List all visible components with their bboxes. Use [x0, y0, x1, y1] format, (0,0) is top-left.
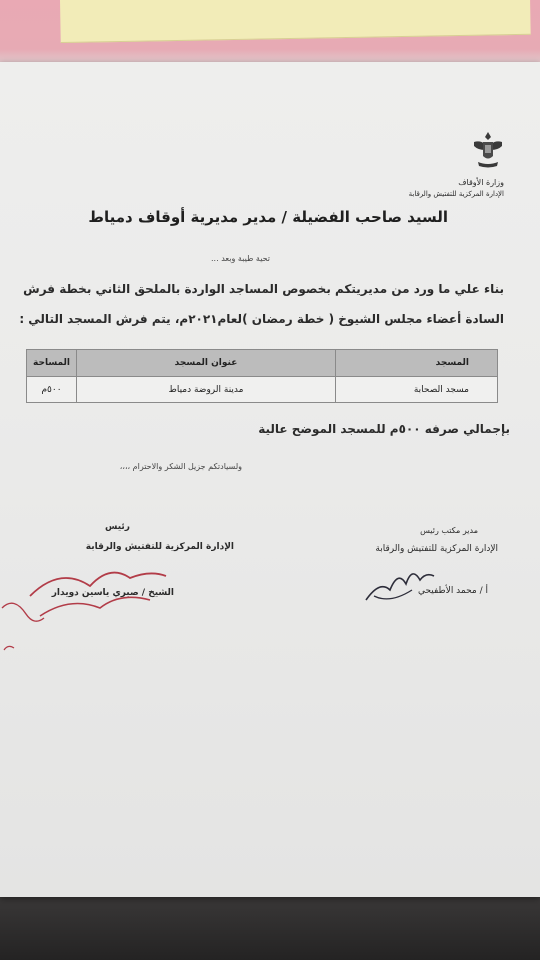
- letter-body-line-2: السادة أعضاء مجلس الشيوخ ( خطة رمضان )لعام٢٠٢١م، يتم فرش المسجد التالي :: [19, 312, 504, 326]
- letter-greeting: تحية طيبة وبعد ...: [211, 254, 270, 263]
- table-cell-address: مدينة الروضة دمياط: [77, 377, 336, 403]
- mosque-table: [26, 349, 498, 403]
- background-table-surface: [0, 895, 540, 960]
- letter-regards: ولسيادتكم جزيل الشكر والاحترام ،،،،: [119, 462, 242, 471]
- eagle-emblem-icon: [470, 128, 506, 172]
- table-header-row: [27, 350, 498, 377]
- right-signatory-name: أ / محمد الأطفيحي: [417, 586, 488, 596]
- table-row: [27, 377, 498, 403]
- ministry-name: وزارة الأوقاف: [458, 178, 504, 187]
- left-signatory-name: الشيخ / صبري ياسين دويدار: [51, 588, 174, 598]
- right-signatory-title: مدير مكتب رئيس: [420, 526, 478, 535]
- header-department: الإدارة المركزية للتفتيش والرقابة: [408, 190, 504, 198]
- letter-addressee: السيد صاحب الفضيلة / مدير مديرية أوقاف دمياط: [88, 208, 448, 226]
- letter-body-line-1: بناء علي ما ورد من مديريتكم بخصوص المساجد الواردة بالملحق الثاني بخطة فرش: [23, 282, 504, 296]
- left-signatory-department: الإدارة المركزية للتفتيش والرقابة: [85, 542, 234, 552]
- table-header-address: عنوان المسجد: [77, 350, 336, 377]
- table-header-mosque: المسجد: [336, 350, 498, 377]
- document-page: [0, 62, 540, 897]
- letter-total: بإجمالي صرفه ٥٠٠م للمسجد الموضح عالية: [258, 422, 510, 436]
- left-signatory-title: رئيس: [105, 522, 130, 532]
- right-handwritten-signature: [360, 560, 440, 608]
- table-header-area: المساحة: [27, 350, 77, 377]
- right-signatory-department: الإدارة المركزية للتفتيش والرقابة: [375, 544, 498, 554]
- table-cell-area: ٥٠٠م: [27, 377, 77, 403]
- table-cell-mosque: مسجد الصحابة: [336, 377, 498, 403]
- left-handwritten-signature: [0, 556, 170, 652]
